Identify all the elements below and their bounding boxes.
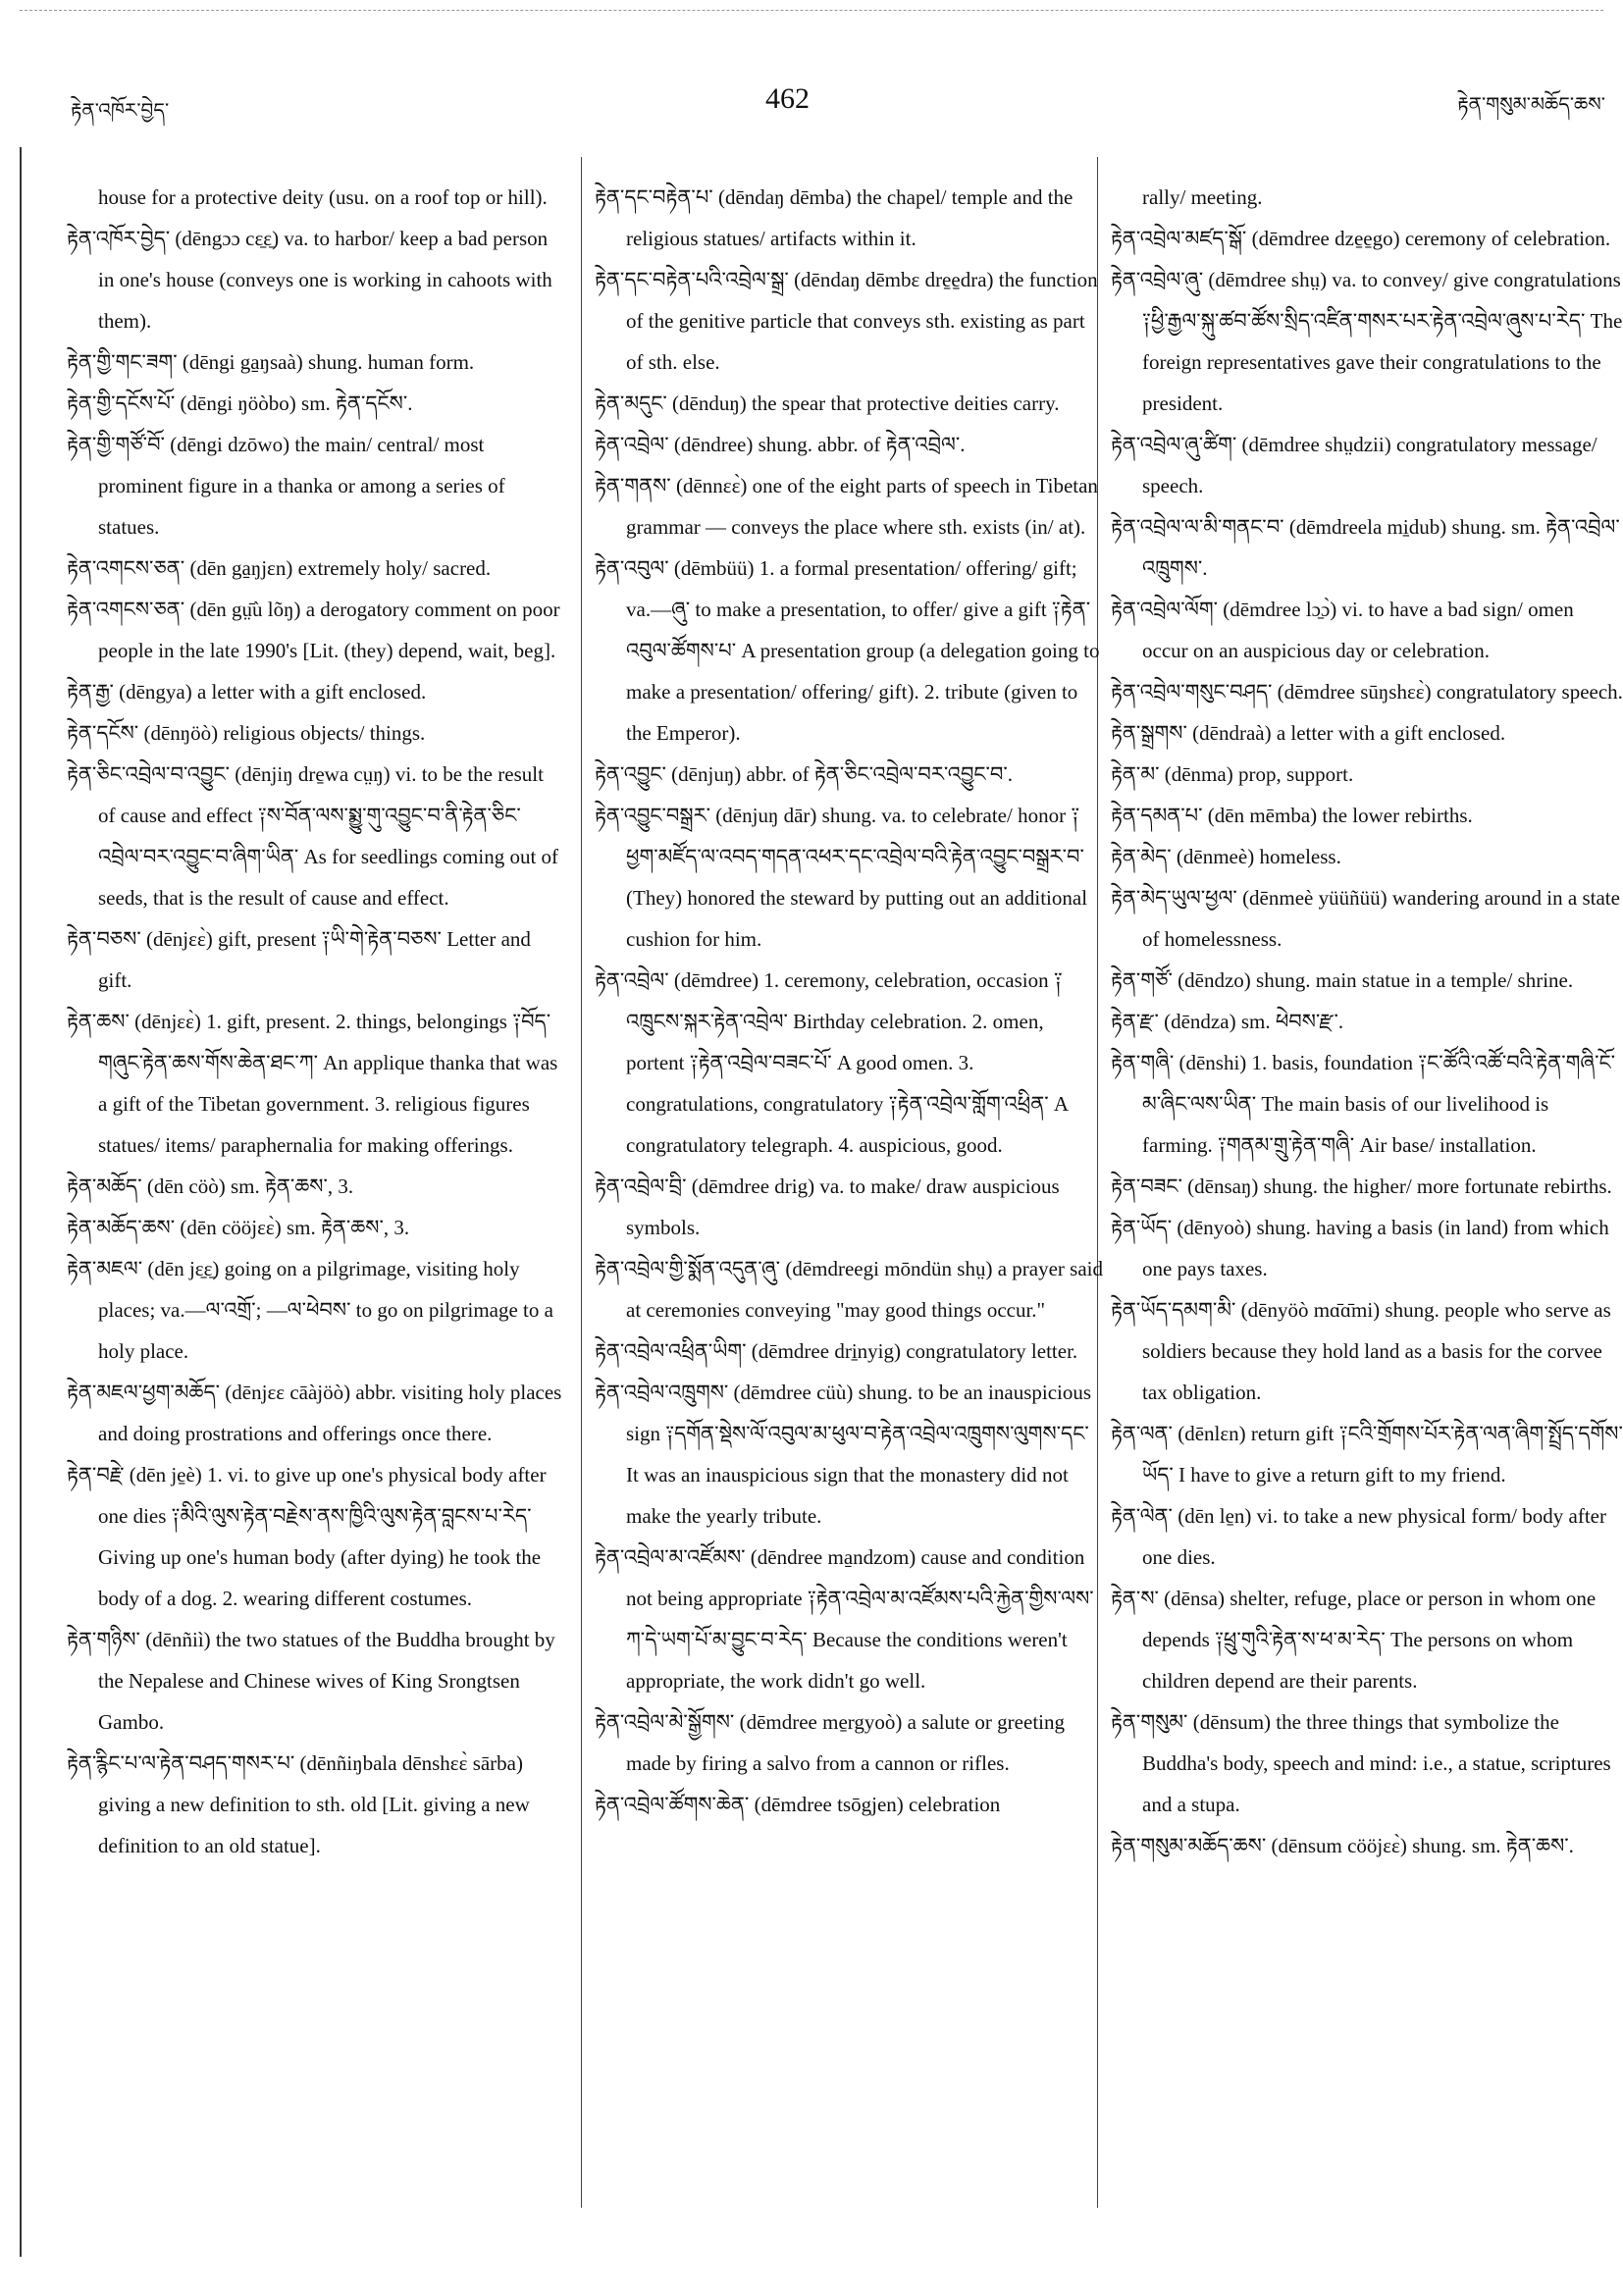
dictionary-entry: རྟེན་འབྲེལ་མཛད་སྒོ་ (dēmdree dze̱e̱go) ceremony of celebration. bbox=[1111, 227, 1611, 250]
dictionary-entry: རྟེན་བཟང་ (dēnsaŋ) shung. the higher/ more fortunate rebirths. bbox=[1111, 1174, 1612, 1198]
left-page-border bbox=[20, 147, 22, 2257]
dictionary-entry: རྟེན་ས་ (dēnsa) shelter, refuge, place or person in whom one depends ༑ཕྲུ་གུའི་རྟེན་ས་ཕ་མ་རེད་ The persons on whom children depend are their parents. bbox=[1111, 1587, 1597, 1693]
dictionary-entry: རྟེན་གཉིས་ (dēnñiì) the two statues of the Buddha brought by the Nepalese and Chinese wives of King Srongtsen Gambo. bbox=[67, 1628, 555, 1734]
top-dashed-rule bbox=[20, 10, 1603, 11]
dictionary-entry: རྟེན་འབྲེལ་གསུང་བཤད་ (dēmdree sūŋshɛɛ̀) congratulatory speech. bbox=[1111, 680, 1623, 704]
dictionary-entry: རྟེན་ལེན་ (dēn le̱n) vi. to take a new physical form/ body after one dies. bbox=[1111, 1504, 1606, 1569]
dictionary-entry: རྟེན་རྫ་ (dēndza) sm. ཕེབས་རྫ་. bbox=[1111, 1010, 1344, 1033]
column-1 bbox=[67, 177, 562, 2257]
dictionary-entry: རྟེན་འགངས་ཅན་ (dēn gṳ̄ù lõŋ) a derogatory comment on poor people in the late 1990's [Lit. (they) depend, wait, beg]. bbox=[67, 598, 560, 662]
dictionary-entry: རྟེན་དང་བརྟེན་པ་ (dēndaŋ dēmba) the chapel/ temple and the religious statues/ artifacts within it. bbox=[595, 185, 1073, 250]
dictionary-entry: རྟེན་འབྲེལ་ཞུ་ (dēmdree shṳ) va. to convey/ give congratulations ༑ཕྱི་རྒྱལ་སྐུ་ཚབ་ཚོས་སྲིད་འཛིན་གསར་པར་རྟེན་འབྲེལ་ཞུས་པ་རེད་ The foreign representatives gave their congratulations to the president. bbox=[1111, 268, 1623, 415]
dictionary-entry: རྟེན་མཆོད་ཆས་ (dēn cööjɛɛ̀) sm. རྟེན་ཆས་, 3. bbox=[67, 1216, 410, 1239]
dictionary-entry: རྟེན་མ་ (dēnma) prop, support. bbox=[1111, 762, 1354, 786]
dictionary-entry: རྟེན་ཡོད་ (dēnyoò) shung. having a basis (in land) from which one pays taxes. bbox=[1111, 1216, 1609, 1280]
dictionary-entry: རྟེན་འབྲེལ་བྲི་ (dēmdree drig) va. to make/ draw auspicious symbols. bbox=[595, 1174, 1060, 1239]
dictionary-entry: རྟེན་འབྲེལ་ (dēndree) shung. abbr. of རྟེན་འབྲེལ་. bbox=[595, 433, 966, 456]
dictionary-entry: རྟེན་འབྲེལ་ལ་མི་གནང་བ་ (dēmdreela mi̱dub) shung. sm. རྟེན་འབྲེལ་འཁྲུགས་. bbox=[1111, 515, 1620, 580]
dictionary-entry: རྟེན་མཇལ་ (dēn jɛ̱ɛ̱) going on a pilgrimage, visiting holy places; va.—ལ་འགྲོ་; —ལ་ཕེབས་ to go on pilgrimage to a holy place. bbox=[67, 1257, 553, 1363]
column-3 bbox=[1111, 177, 1623, 2257]
dictionary-entry: རྟེན་འབྲེལ་ལོག་ (dēmdree lɔ̱ɔ̀) vi. to have a bad sign/ omen occur on an auspicious day or celebration. bbox=[1111, 598, 1574, 662]
dictionary-entry: རྟེན་སྒྲགས་ (dēndraà) a letter with a gift enclosed. bbox=[1111, 721, 1506, 745]
dictionary-entry: རྟེན་འབྲེལ་ཞུ་ཚིག་ (dēmdree shṳdzii) congratulatory message/ speech. bbox=[1111, 433, 1597, 497]
dictionary-entry: རྟེན་གནས་ (dēnnɛɛ̀) one of the eight parts of speech in Tibetan grammar — conveys the place where sth. exists (in/ at). bbox=[595, 474, 1098, 539]
dictionary-entry: རྟེན་འབྱུང་བསྒྲར་ (dēnjuŋ dār) shung. va. to celebrate/ honor ༑ཕྱག་མཛོད་ལ་འབད་གདན་འཕར་དང་འབྲེལ་བའི་རྟེན་འབྱུང་བསྒྲར་བ་ (They) honored the steward by putting out an additional cushion for him. bbox=[595, 804, 1088, 951]
dictionary-entry: རྟེན་མཆོད་ (dēn cöò) sm. རྟེན་ཆས་, 3. bbox=[67, 1174, 354, 1198]
dictionary-entry: རྟེན་གཞི་ (dēnshi) 1. basis, foundation ༑ང་ཚོའི་འཚོ་བའི་རྟེན་གཞི་ངོ་མ་ཞིང་ལས་ཡིན་ The main basis of our livelihood is farming. ༑གནམ་གྲུ་རྟེན་གཞི་ Air base/ installation. bbox=[1111, 1051, 1616, 1157]
dictionary-entry: རྟེན་རྒྱ་ (dēngya) a letter with a gift enclosed. bbox=[67, 680, 427, 704]
dictionary-entry: རྟེན་འབྲེལ་འཕྲིན་ཡིག་ (dēmdree dri̱nyig) congratulatory letter. bbox=[595, 1339, 1078, 1363]
dictionary-entry: house for a protective deity (usu. on a roof top or hill). bbox=[98, 185, 548, 209]
dictionary-entry: རྟེན་འཁོར་བྱེད་ (dēngɔɔ cɛ̱ɛ̱) va. to harbor/ keep a bad person in one's house (conveys one is working in cahoots with them). bbox=[67, 227, 552, 333]
dictionary-entry: རྟེན་གསུམ་མཆོད་ཆས་ (dēnsum cööjɛɛ̀) shung. sm. རྟེན་ཆས་. bbox=[1111, 1834, 1574, 1857]
dictionary-entry: རྟེན་ཆས་ (dēnjɛɛ̀) 1. gift, present. 2. things, belongings ༑བོད་གཞུང་རྟེན་ཆས་གོས་ཆེན་ཐང་ཀ་ An applique thanka that was a gift of the Tibetan government. 3. religious figures statues/ items/ paraphernalia for making offerings. bbox=[67, 1010, 558, 1157]
dictionary-entry: rally/ meeting. bbox=[1142, 185, 1263, 209]
dictionary-entry: རྟེན་བརྗེ་ (dēn je̱è) 1. vi. to give up one's physical body after one dies ༑མིའི་ལུས་རྟེན་བརྗེས་ནས་ཁྱིའི་ལུས་རྟེན་བླངས་པ་རེད་ Giving up one's human body (after dying) he took the body of a dog. 2. wearing different costumes. bbox=[67, 1463, 547, 1610]
dictionary-entry: རྟེན་མེད་ (dēnmeè) homeless. bbox=[1111, 845, 1341, 868]
dictionary-entry: རྟེན་འབྲེལ་མེ་སྒྱོགས་ (dēmdree me̱rgyoò) a salute or greeting made by firing a salvo from a cannon or rifles. bbox=[595, 1710, 1065, 1775]
header-left-guideword: རྟེན་འཁོར་བྱེད་ bbox=[71, 98, 170, 122]
dictionary-entry: རྟེན་ཅིང་འབྲེལ་བ་འབྱུང་ (dēnjiŋ dre̱wa cṳŋ) vi. to be the result of cause and effect ༑ས་བོན་ལས་སྨྱུ་གུ་འབྱུང་བ་ནི་རྟེན་ཅིང་འབྲེལ་བར་འབྱུང་བ་ཞིག་ཡིན་ As for seedlings coming out of seeds, that is the result of cause and effect. bbox=[67, 762, 559, 910]
dictionary-entry: རྟེན་འབྲེལ་གྱི་སྨོན་འདུན་ཞུ་ (dēmdreegi mōndün shṳ) a prayer said at ceremonies conveying "may good things occur." bbox=[595, 1257, 1103, 1322]
dictionary-entry: རྟེན་མེད་ཡུལ་ཕྱལ་ (dēnmeè yüüñüü) wandering around in a state of homelessness. bbox=[1111, 886, 1620, 951]
dictionary-entry: རྟེན་རྙིང་པ་ལ་རྟེན་བཤད་གསར་པ་ (dēnñiŋbala dēnshɛɛ̀ sārba) giving a new definition to sth. old [Lit. giving a new definition to an old statue]. bbox=[67, 1751, 530, 1857]
dictionary-entry: རྟེན་མཇལ་ཕྱག་མཆོད་ (dēnjɛɛ cāàjöò) abbr. visiting holy places and doing prostrations and offerings once there. bbox=[67, 1381, 562, 1445]
header-right-guideword: རྟེན་གསུམ་མཆོད་ཆས་ bbox=[1457, 92, 1605, 116]
page-number: 462 bbox=[765, 82, 810, 115]
column-2 bbox=[595, 177, 1105, 2257]
dictionary-entry: རྟེན་འབྲེལ་ (dēmdree) 1. ceremony, celebration, occasion ༑འཁྲུངས་སྐར་རྟེན་འབྲེལ་ Birthday celebration. 2. omen, portent ༑རྟེན་འབྲེལ་བཟང་པོ་ A good omen. 3. congratulations, congratulatory ༑རྟེན་འབྲེལ་གློག་འཕྲིན་ A congratulatory telegraph. 4. auspicious, good. bbox=[595, 968, 1068, 1157]
dictionary-entry: རྟེན་འབུལ་ (dēmbüü) 1. a formal presentation/ offering/ gift; va.—ཞུ་ to make a presentation, to offer/ give a gift ༑རྟེན་འབུལ་ཚོགས་པ་ A presentation group (a delegation going to make a presentation/ offering/ gift). 2. tribute (given to the Emperor). bbox=[595, 556, 1100, 745]
dictionary-entry: རྟེན་གྱི་གང་ཟག་ (dēngi ga̱ŋsaà) shung. human form. bbox=[67, 350, 475, 374]
dictionary-entry: རྟེན་གྱི་དངོས་པོ་ (dēngi ŋöòbo) sm. རྟེན་དངོས་. bbox=[67, 391, 413, 415]
dictionary-entry: རྟེན་འབྲེལ་མ་འཛོམས་ (dēndree ma̱ndzom) cause and condition not being appropriate ༑རྟེན་འབྲེལ་མ་འཛོམས་པའི་རྐྱེན་གྱིས་ལས་ཀ་དེ་ཡག་པོ་མ་བྱུང་བ་རེད་ Because the conditions weren't appropriate, the work didn't go well. bbox=[595, 1545, 1094, 1693]
dictionary-entry: རྟེན་དང་བརྟེན་པའི་འབྲེལ་སྒྲ་ (dēndaŋ dēmbɛ dre̱e̱dra) the function of the genitive particle that conveys sth. existing as part of sth. else. bbox=[595, 268, 1098, 374]
column-separator-1 bbox=[581, 157, 582, 2208]
dictionary-entry: རྟེན་གྱི་གཙོ་བོ་ (dēngi dzōwo) the main/ central/ most prominent figure in a thanka or among a series of statues. bbox=[67, 433, 505, 539]
dictionary-entry: རྟེན་འབྲེལ་ཚོགས་ཆེན་ (dēmdree tsōgjen) celebration bbox=[595, 1793, 1001, 1816]
dictionary-entry: རྟེན་གཙོ་ (dēndzo) shung. main statue in a temple/ shrine. bbox=[1111, 968, 1574, 992]
dictionary-entry: རྟེན་འབྱུང་ (dēnjuŋ) abbr. of རྟེན་ཅིང་འབྲེལ་བར་འབྱུང་བ་. bbox=[595, 762, 1014, 786]
dictionary-entry: རྟེན་ཡོད་དམག་མི་ (dēnyöò mɑ̄ɑ̄mi) shung. people who serve as soldiers because they hold land as a basis for the corvee tax obligation. bbox=[1111, 1298, 1611, 1404]
dictionary-entry: རྟེན་བཅས་ (dēnjɛɛ̀) gift, present ༑ཡི་གེ་རྟེན་བཅས་ Letter and gift. bbox=[67, 927, 531, 992]
dictionary-entry: རྟེན་འབྲེལ་འཁྲུགས་ (dēmdree cüù) shung. to be an inauspicious sign ༑དགོན་སྡེས་ལོ་འབུལ་མ་ཕུལ་བ་རྟེན་འབྲེལ་འཁྲུགས་ལུགས་དང་ It was an inauspicious sign that the monastery did not make the yearly tribute. bbox=[595, 1381, 1092, 1528]
dictionary-entry: རྟེན་དངོས་ (dēnŋöò) religious objects/ things. bbox=[67, 721, 426, 745]
dictionary-entry: རྟེན་ལན་ (dēnlɛn) return gift ༑ངའི་གྲོགས་པོར་རྟེན་ལན་ཞིག་སྤྲོད་དགོས་ཡོད་ I have to give a return gift to my friend. bbox=[1111, 1422, 1623, 1487]
dictionary-entry: རྟེན་འགངས་ཅན་ (dēn ga̱ŋjɛn) extremely holy/ sacred. bbox=[67, 556, 492, 580]
dictionary-entry: རྟེན་གསུམ་ (dēnsum) the three things that symbolize the Buddha's body, speech and mind: i.e., a statue, scriptures and a stupa. bbox=[1111, 1710, 1611, 1816]
dictionary-entry: རྟེན་མདུང་ (dēnduŋ) the spear that protective deities carry. bbox=[595, 391, 1060, 415]
dictionary-entry: རྟེན་དམན་པ་ (dēn mēmba) the lower rebirths. bbox=[1111, 804, 1473, 827]
